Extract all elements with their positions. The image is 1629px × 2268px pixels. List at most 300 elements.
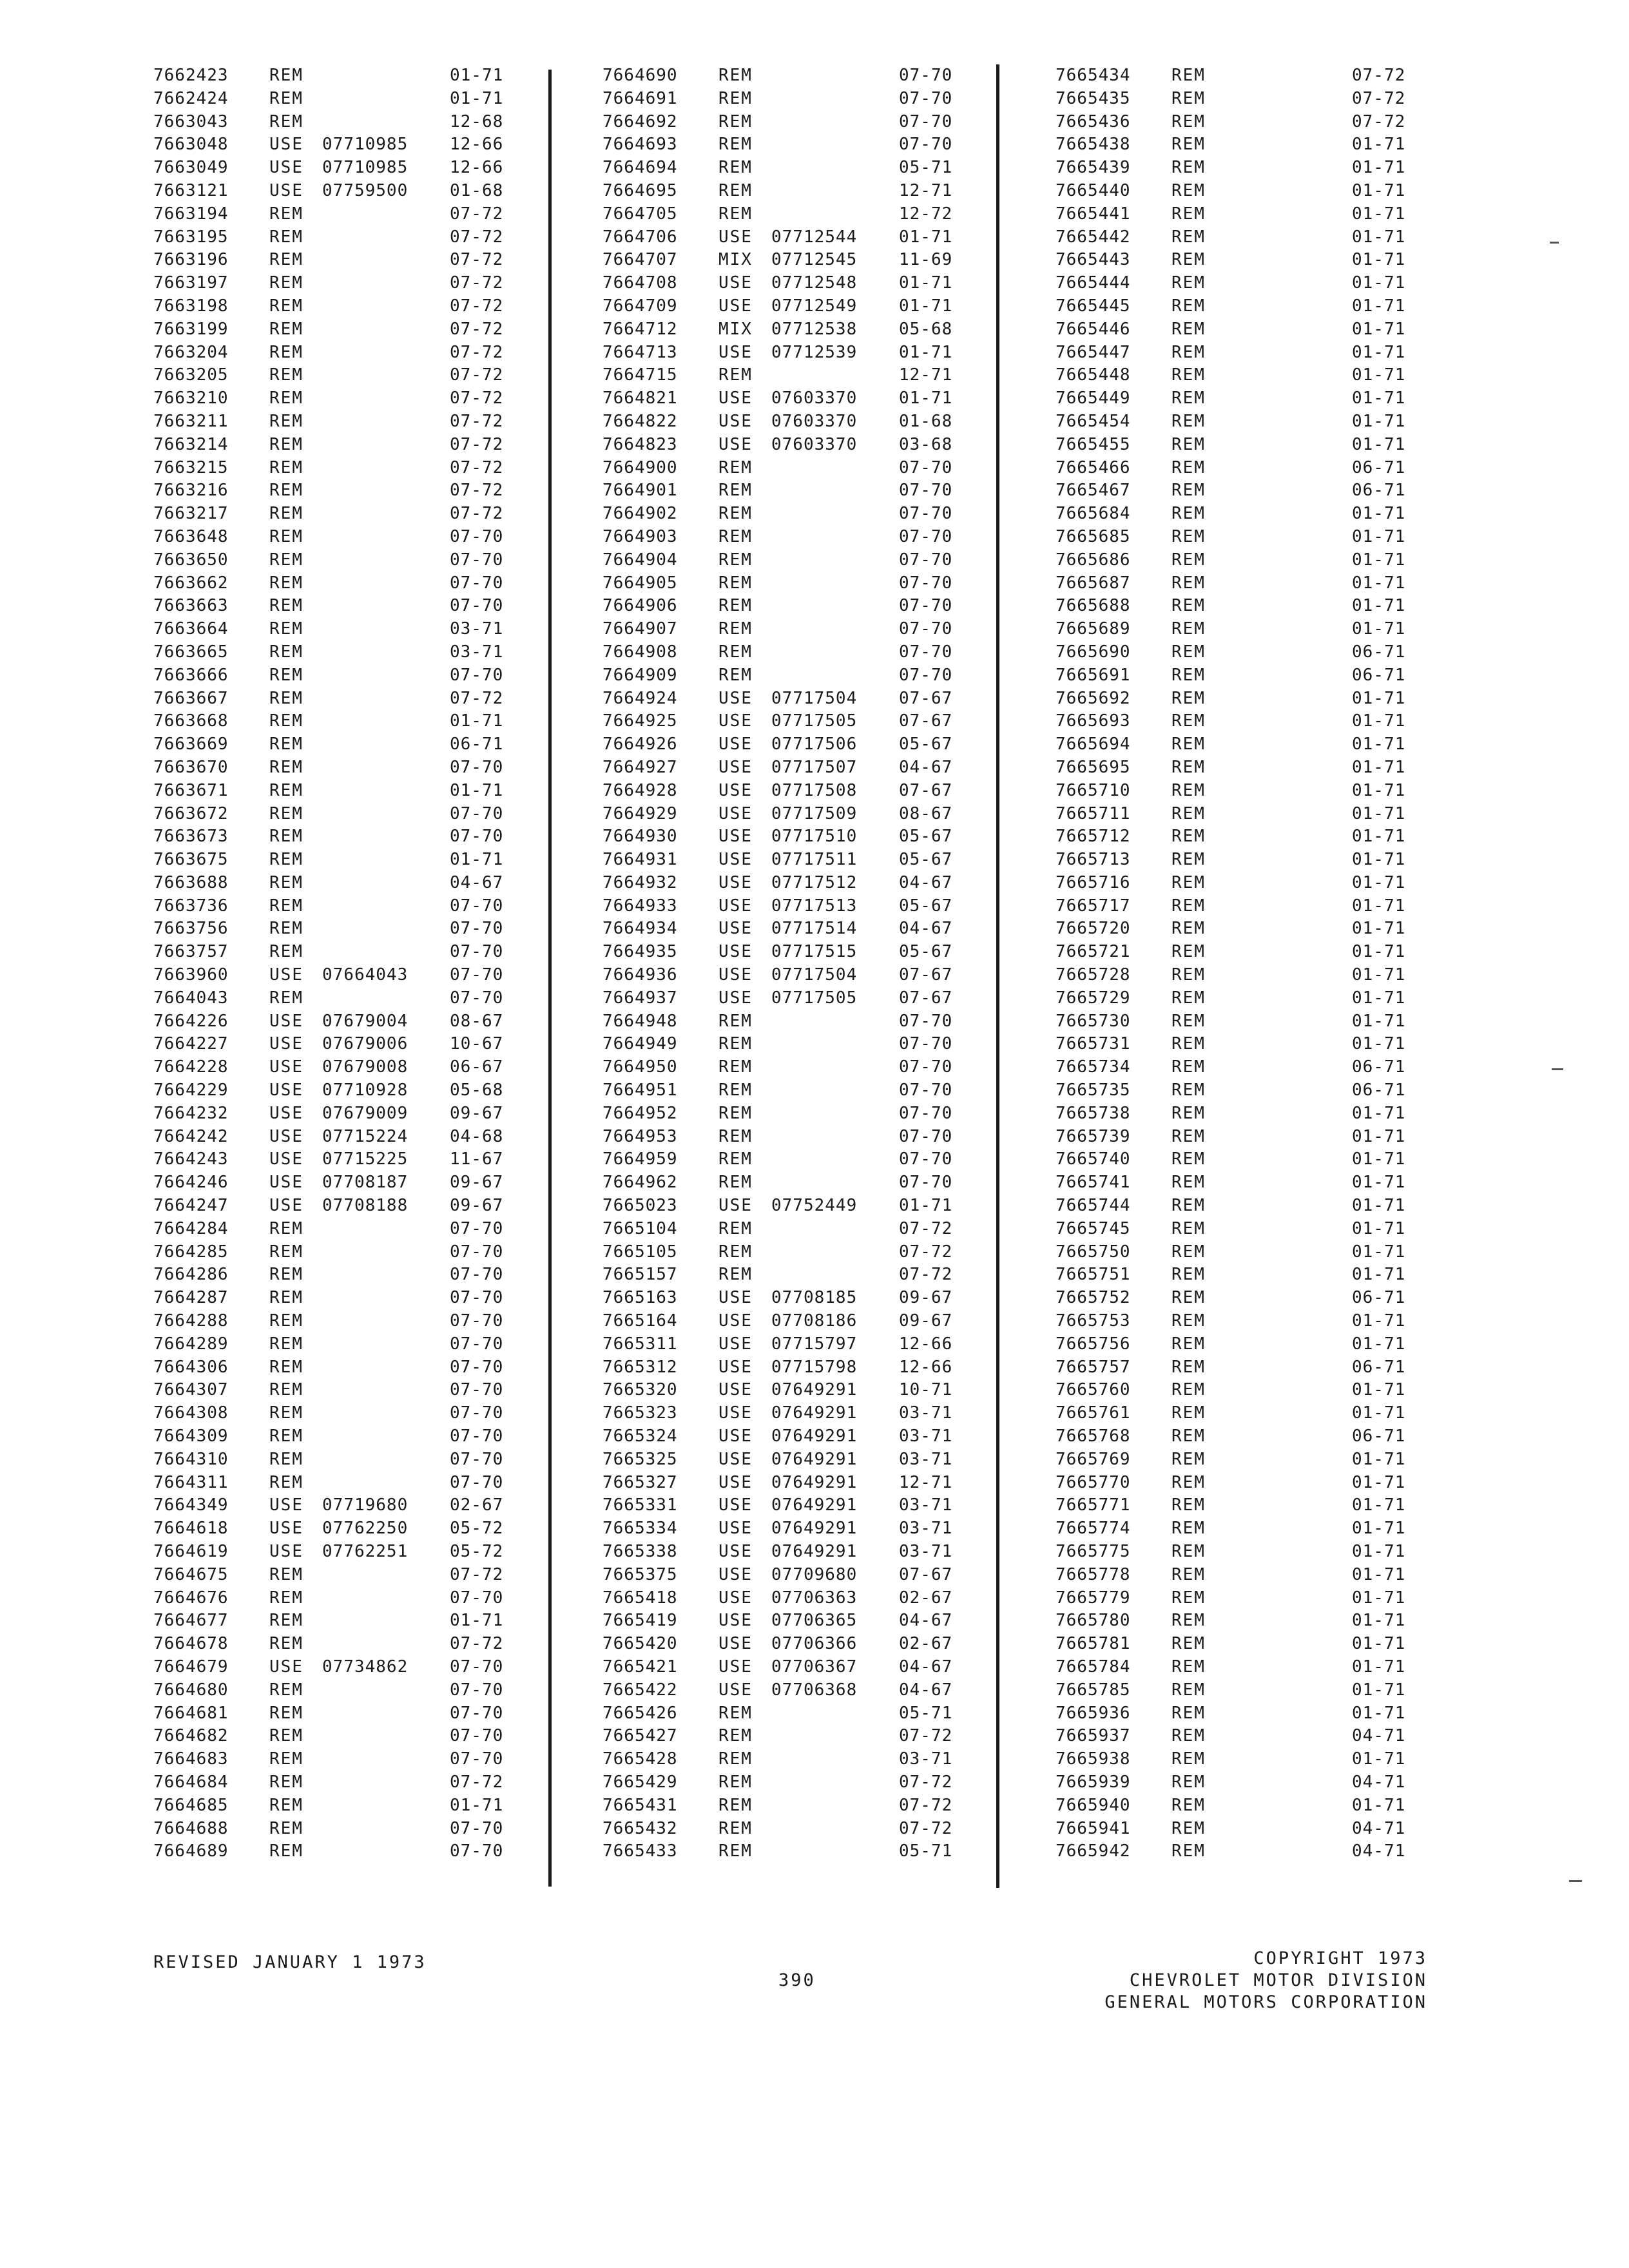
effective-date: 04-67	[450, 872, 504, 892]
effective-date: 01-71	[1352, 1126, 1406, 1146]
part-row	[153, 756, 514, 780]
part-number: 7665939	[1055, 1772, 1131, 1792]
part-row	[1055, 687, 1416, 711]
part-row	[153, 618, 514, 641]
status-code: USE	[718, 342, 753, 362]
status-code: USE	[269, 1126, 304, 1146]
effective-date: 07-72	[450, 504, 504, 524]
effective-date: 03-71	[450, 619, 504, 639]
part-row	[602, 479, 963, 503]
effective-date: 01-71	[1352, 965, 1406, 985]
effective-date: 01-71	[1352, 550, 1406, 570]
status-code: REM	[1171, 735, 1206, 754]
part-row	[602, 111, 963, 134]
part-row	[1055, 1564, 1416, 1587]
status-code: REM	[718, 1034, 753, 1054]
part-row	[1055, 941, 1416, 964]
effective-date: 07-70	[899, 1103, 953, 1123]
part-number: 7663648	[153, 526, 229, 546]
effective-date: 06-71	[1352, 481, 1406, 501]
part-row	[602, 733, 963, 756]
effective-date: 01-71	[899, 342, 953, 362]
part-number: 7663675	[153, 850, 229, 870]
status-code: REM	[269, 1265, 304, 1285]
replacement-number: 07712544	[771, 227, 858, 247]
part-row	[153, 226, 514, 249]
status-code: REM	[1171, 919, 1206, 939]
part-number: 7665710	[1055, 780, 1131, 800]
effective-date: 03-71	[899, 1403, 953, 1423]
status-code: REM	[269, 550, 304, 570]
effective-date: 07-70	[450, 573, 504, 593]
effective-date: 07-67	[899, 1564, 953, 1584]
part-number: 7665691	[1055, 665, 1131, 685]
replacement-number: 07708185	[771, 1288, 858, 1308]
effective-date: 01-71	[1352, 1657, 1406, 1677]
replacement-number: 07706366	[771, 1634, 858, 1654]
part-row	[1055, 1425, 1416, 1448]
part-number: 7665449	[1055, 389, 1131, 408]
status-code: REM	[269, 988, 304, 1008]
part-number: 7663665	[153, 642, 229, 662]
part-row	[1055, 895, 1416, 918]
part-number: 7664679	[153, 1657, 229, 1677]
part-number: 7664689	[153, 1841, 229, 1861]
copyright-block	[1104, 1948, 1427, 2013]
status-code: USE	[269, 180, 304, 200]
effective-date: 06-71	[1352, 1057, 1406, 1077]
part-number: 7663211	[153, 411, 229, 431]
part-row	[153, 1148, 514, 1171]
effective-date: 05-67	[899, 735, 953, 754]
part-row	[153, 1517, 514, 1541]
status-code: REM	[269, 850, 304, 870]
part-number: 7664284	[153, 1218, 229, 1238]
part-row	[1055, 1379, 1416, 1402]
replacement-number: 07649291	[771, 1472, 858, 1492]
effective-date: 06-71	[1352, 1288, 1406, 1308]
part-number: 7665940	[1055, 1795, 1131, 1815]
part-number: 7665163	[602, 1288, 678, 1308]
status-code: USE	[269, 1149, 304, 1169]
part-number: 7663205	[153, 365, 229, 385]
status-code: USE	[718, 1357, 753, 1377]
effective-date: 01-71	[1352, 342, 1406, 362]
status-code: REM	[1171, 1818, 1206, 1838]
effective-date: 07-70	[450, 596, 504, 616]
effective-date: 01-71	[450, 1795, 504, 1815]
status-code: REM	[1171, 135, 1206, 155]
part-number: 7665420	[602, 1634, 678, 1654]
effective-date: 11-67	[450, 1149, 504, 1169]
status-code: USE	[718, 389, 753, 408]
status-code: REM	[1171, 526, 1206, 546]
part-row	[1055, 780, 1416, 803]
part-row	[153, 1356, 514, 1379]
status-code: USE	[269, 965, 304, 985]
effective-date: 10-67	[450, 1034, 504, 1054]
part-row	[153, 1771, 514, 1794]
part-row	[1055, 226, 1416, 249]
replacement-number: 07649291	[771, 1427, 858, 1446]
part-row	[1055, 111, 1416, 134]
part-number: 7665716	[1055, 872, 1131, 892]
effective-date: 07-70	[899, 457, 953, 477]
part-number: 7665023	[602, 1196, 678, 1216]
part-number: 7664908	[602, 642, 678, 662]
effective-date: 07-70	[450, 1218, 504, 1238]
part-row	[1055, 1010, 1416, 1033]
status-code: REM	[269, 342, 304, 362]
status-code: REM	[1171, 803, 1206, 823]
part-row	[153, 1102, 514, 1126]
replacement-number: 07715798	[771, 1357, 858, 1377]
part-number: 7665320	[602, 1380, 678, 1400]
effective-date: 07-72	[450, 204, 504, 224]
status-code: REM	[718, 457, 753, 477]
effective-date: 01-71	[1352, 735, 1406, 754]
part-row	[602, 295, 963, 318]
replacement-number: 07717511	[771, 850, 858, 870]
part-number: 7664903	[602, 526, 678, 546]
status-code: REM	[269, 365, 304, 385]
part-number: 7665431	[602, 1795, 678, 1815]
part-row	[153, 803, 514, 826]
status-code: REM	[269, 1380, 304, 1400]
status-code: REM	[1171, 642, 1206, 662]
replacement-number: 07717514	[771, 919, 858, 939]
replacement-number: 07649291	[771, 1495, 858, 1515]
status-code: REM	[1171, 434, 1206, 454]
status-code: REM	[1171, 1841, 1206, 1861]
replacement-number: 07664043	[322, 965, 409, 985]
effective-date: 07-72	[899, 1772, 953, 1792]
status-code: REM	[269, 1588, 304, 1608]
status-code: REM	[1171, 1588, 1206, 1608]
part-row	[602, 249, 963, 272]
status-code: REM	[1171, 850, 1206, 870]
part-row	[1055, 1702, 1416, 1725]
status-code: REM	[269, 872, 304, 892]
effective-date: 05-72	[450, 1542, 504, 1561]
part-number: 7665941	[1055, 1818, 1131, 1838]
effective-date: 07-70	[450, 896, 504, 916]
effective-date: 01-71	[1352, 919, 1406, 939]
part-number: 7664929	[602, 803, 678, 823]
part-number: 7664927	[602, 757, 678, 777]
part-number: 7663196	[153, 250, 229, 270]
status-code: USE	[718, 1311, 753, 1331]
status-code: REM	[269, 1449, 304, 1469]
part-number: 7665692	[1055, 688, 1131, 708]
part-number: 7663672	[153, 803, 229, 823]
part-row	[1055, 341, 1416, 365]
part-number: 7664675	[153, 1564, 229, 1584]
effective-date: 07-70	[899, 550, 953, 570]
part-number: 7664243	[153, 1149, 229, 1169]
part-number: 7665689	[1055, 619, 1131, 639]
status-code: REM	[269, 504, 304, 524]
replacement-number: 07719680	[322, 1495, 409, 1515]
replacement-number: 07706368	[771, 1680, 858, 1700]
effective-date: 07-72	[1352, 111, 1406, 131]
part-number: 7663736	[153, 896, 229, 916]
part-number: 7664823	[602, 434, 678, 454]
replacement-number: 07717512	[771, 872, 858, 892]
effective-date: 09-67	[899, 1311, 953, 1331]
effective-date: 07-72	[450, 319, 504, 339]
replacement-number: 07712539	[771, 342, 858, 362]
status-code: REM	[718, 1795, 753, 1815]
part-row	[153, 1033, 514, 1056]
effective-date: 07-72	[450, 273, 504, 293]
status-code: REM	[1171, 204, 1206, 224]
effective-date: 03-71	[899, 1495, 953, 1515]
effective-date: 01-71	[1352, 1380, 1406, 1400]
part-row	[602, 318, 963, 341]
part-number: 7665731	[1055, 1034, 1131, 1054]
effective-date: 06-71	[1352, 1427, 1406, 1446]
replacement-number: 07752449	[771, 1196, 858, 1216]
replacement-number: 07706365	[771, 1611, 858, 1631]
part-row	[153, 88, 514, 111]
replacement-number: 07706367	[771, 1657, 858, 1677]
status-code: REM	[1171, 711, 1206, 731]
status-code: REM	[1171, 1795, 1206, 1815]
status-code: USE	[718, 965, 753, 985]
part-number: 7665728	[1055, 965, 1131, 985]
status-code: REM	[1171, 1634, 1206, 1654]
status-code: REM	[1171, 1173, 1206, 1193]
status-code: REM	[269, 1357, 304, 1377]
part-row	[602, 1633, 963, 1656]
status-code: REM	[269, 1818, 304, 1838]
part-row	[1055, 295, 1416, 318]
part-number: 7665444	[1055, 273, 1131, 293]
replacement-number: 07762250	[322, 1519, 409, 1539]
status-code: USE	[718, 1472, 753, 1492]
effective-date: 03-71	[899, 1427, 953, 1446]
status-code: REM	[1171, 1149, 1206, 1169]
effective-date: 07-70	[450, 757, 504, 777]
part-row	[602, 1402, 963, 1425]
status-code: REM	[1171, 988, 1206, 1008]
part-row	[1055, 1448, 1416, 1472]
effective-date: 01-71	[1352, 1173, 1406, 1193]
replacement-number: 07717515	[771, 942, 858, 962]
part-number: 7665936	[1055, 1703, 1131, 1723]
part-number: 7665739	[1055, 1126, 1131, 1146]
part-row	[602, 88, 963, 111]
part-row	[1055, 1679, 1416, 1702]
part-row	[1055, 618, 1416, 641]
part-row	[153, 1241, 514, 1264]
effective-date: 05-71	[899, 158, 953, 178]
part-number: 7665327	[602, 1472, 678, 1492]
effective-date: 01-71	[1352, 1542, 1406, 1561]
part-row	[1055, 1310, 1416, 1333]
part-number: 7665720	[1055, 919, 1131, 939]
part-row	[602, 756, 963, 780]
effective-date: 01-71	[1352, 1403, 1406, 1423]
status-code: REM	[269, 526, 304, 546]
part-row	[602, 1333, 963, 1356]
part-number: 7665436	[1055, 111, 1131, 131]
status-code: REM	[1171, 481, 1206, 501]
effective-date: 07-70	[899, 1149, 953, 1169]
part-row	[153, 318, 514, 341]
part-number: 7664952	[602, 1103, 678, 1123]
part-number: 7665713	[1055, 850, 1131, 870]
effective-date: 12-72	[899, 204, 953, 224]
part-number: 7664821	[602, 389, 678, 408]
part-number: 7665454	[1055, 411, 1131, 431]
status-code: REM	[1171, 1611, 1206, 1631]
status-code: REM	[269, 434, 304, 454]
status-code: REM	[1171, 1449, 1206, 1469]
status-code: REM	[269, 711, 304, 731]
part-number: 7665688	[1055, 596, 1131, 616]
status-code: REM	[269, 1726, 304, 1746]
replacement-number: 07717504	[771, 965, 858, 985]
status-code: REM	[1171, 457, 1206, 477]
effective-date: 12-66	[899, 1334, 953, 1354]
effective-date: 06-67	[450, 1057, 504, 1077]
part-row	[153, 1587, 514, 1610]
effective-date: 01-71	[1352, 365, 1406, 385]
part-number: 7665711	[1055, 803, 1131, 823]
part-row	[602, 410, 963, 434]
part-number: 7665455	[1055, 434, 1131, 454]
part-number: 7664285	[153, 1242, 229, 1262]
part-row	[153, 941, 514, 964]
part-row	[153, 1079, 514, 1102]
effective-date: 04-68	[450, 1126, 504, 1146]
part-number: 7663688	[153, 872, 229, 892]
status-code: REM	[1171, 1218, 1206, 1238]
effective-date: 01-71	[1352, 711, 1406, 731]
part-row	[153, 1379, 514, 1402]
status-code: REM	[1171, 158, 1206, 178]
part-number: 7664242	[153, 1126, 229, 1146]
part-row	[602, 226, 963, 249]
status-code: REM	[1171, 688, 1206, 708]
part-number: 7664694	[602, 158, 678, 178]
status-code: REM	[1171, 780, 1206, 800]
part-number: 7665779	[1055, 1588, 1131, 1608]
part-row	[1055, 1794, 1416, 1818]
replacement-number: 07715797	[771, 1334, 858, 1354]
replacement-number: 07649291	[771, 1519, 858, 1539]
part-number: 7664311	[153, 1472, 229, 1492]
part-number: 7663960	[153, 965, 229, 985]
status-code: REM	[269, 1427, 304, 1446]
part-number: 7664907	[602, 619, 678, 639]
effective-date: 01-71	[1352, 757, 1406, 777]
replacement-number: 07649291	[771, 1449, 858, 1469]
status-code: REM	[269, 596, 304, 616]
status-code: REM	[1171, 180, 1206, 200]
effective-date: 01-71	[1352, 158, 1406, 178]
part-row	[1055, 410, 1416, 434]
part-number: 7665421	[602, 1657, 678, 1677]
part-row	[153, 710, 514, 733]
part-row	[602, 1702, 963, 1725]
status-code: REM	[1171, 1057, 1206, 1077]
effective-date: 01-71	[899, 1196, 953, 1216]
part-row	[153, 987, 514, 1010]
status-code: REM	[1171, 1519, 1206, 1539]
status-code: REM	[718, 1242, 753, 1262]
part-row	[602, 1356, 963, 1379]
effective-date: 07-70	[450, 1311, 504, 1331]
effective-date: 07-70	[450, 1703, 504, 1723]
part-number: 7663756	[153, 919, 229, 939]
part-row	[602, 918, 963, 941]
effective-date: 10-71	[899, 1380, 953, 1400]
part-row	[602, 1425, 963, 1448]
part-row	[1055, 1148, 1416, 1171]
status-code: USE	[718, 896, 753, 916]
page-number: 390	[778, 1970, 816, 1990]
part-number: 7665741	[1055, 1173, 1131, 1193]
part-number: 7665432	[602, 1818, 678, 1838]
part-row	[153, 526, 514, 549]
part-row	[602, 157, 963, 180]
part-number: 7665734	[1055, 1057, 1131, 1077]
column-divider	[996, 64, 999, 1888]
status-code: REM	[269, 1311, 304, 1331]
part-row	[153, 664, 514, 687]
effective-date: 07-67	[899, 780, 953, 800]
part-row	[1055, 664, 1416, 687]
part-number: 7665744	[1055, 1196, 1131, 1216]
part-number: 7664693	[602, 135, 678, 155]
part-number: 7665938	[1055, 1749, 1131, 1769]
part-row	[602, 664, 963, 687]
part-row	[1055, 918, 1416, 941]
part-row	[1055, 1840, 1416, 1863]
effective-date: 01-71	[899, 227, 953, 247]
part-number: 7664229	[153, 1081, 229, 1100]
status-code: REM	[269, 665, 304, 685]
part-number: 7664928	[602, 780, 678, 800]
effective-date: 01-71	[1352, 273, 1406, 293]
part-number: 7664953	[602, 1126, 678, 1146]
effective-date: 01-71	[899, 389, 953, 408]
replacement-number: 07710985	[322, 158, 409, 178]
part-row	[153, 1448, 514, 1472]
effective-date: 01-71	[899, 273, 953, 293]
part-number: 7663197	[153, 273, 229, 293]
status-code: REM	[718, 1265, 753, 1285]
effective-date: 01-71	[1352, 250, 1406, 270]
part-number: 7664950	[602, 1057, 678, 1077]
effective-date: 01-71	[1352, 850, 1406, 870]
effective-date: 07-70	[899, 1126, 953, 1146]
effective-date: 12-66	[899, 1357, 953, 1377]
part-row	[602, 1287, 963, 1310]
status-code: REM	[1171, 1196, 1206, 1216]
status-code: REM	[1171, 1357, 1206, 1377]
effective-date: 07-70	[899, 573, 953, 593]
part-number: 7664226	[153, 1011, 229, 1031]
status-code: REM	[269, 273, 304, 293]
status-code: REM	[718, 1103, 753, 1123]
effective-date: 01-71	[1352, 504, 1406, 524]
status-code: REM	[1171, 942, 1206, 962]
status-code: MIX	[718, 250, 753, 270]
